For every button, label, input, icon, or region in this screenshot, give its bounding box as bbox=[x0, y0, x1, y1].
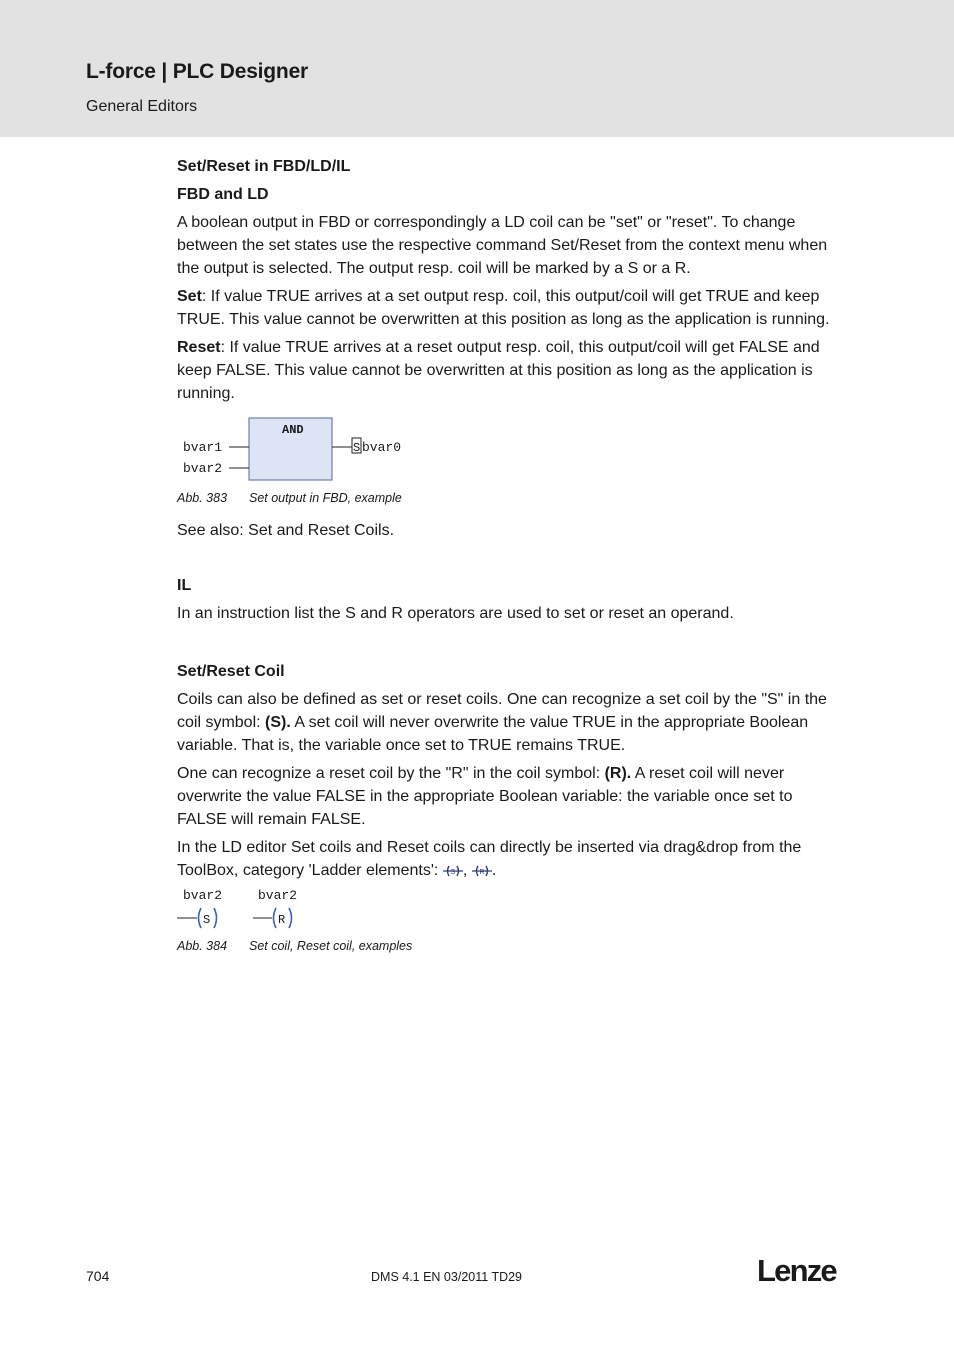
coil-toolbox-end: . bbox=[491, 862, 497, 879]
svg-text:R: R bbox=[479, 869, 485, 876]
paragraph-see-also: See also: Set and Reset Coils. bbox=[177, 522, 395, 539]
section-heading-set-reset: Set/Reset in FBD/LD/IL bbox=[177, 158, 351, 175]
document-subtitle: General Editors bbox=[86, 98, 198, 115]
figure-383-title: Set output in FBD, example bbox=[249, 491, 402, 505]
reset-label: Reset bbox=[177, 339, 221, 356]
set-text: : If value TRUE arrives at a set output resp. coil, this output/coil will get TRUE and keep TRUE. This value cannot be overwritten at this position as long as the application is running. bbox=[177, 288, 830, 328]
reset-coil-letter: R bbox=[278, 913, 286, 927]
figure-383-number: Abb. 383 bbox=[177, 491, 228, 505]
set-coil-variable: bvar2 bbox=[183, 888, 223, 903]
reset-coil-right-paren bbox=[289, 908, 292, 928]
document-title: L-force | PLC Designer bbox=[86, 60, 309, 83]
main-content bbox=[177, 155, 839, 965]
input1-label: bvar1 bbox=[183, 440, 223, 455]
input2-label: bvar2 bbox=[183, 461, 223, 476]
coil-diagram bbox=[177, 887, 327, 929]
and-block-label: AND bbox=[282, 423, 304, 437]
coil-set-symbol: (S). bbox=[265, 714, 291, 731]
coil-toolbox-text: In the LD editor Set coils and Reset coils can directly be inserted via drag&drop from the ToolBox, category 'Ladder elements': bbox=[177, 839, 802, 879]
coil-set-text-c: A set coil will never overwrite the value TRUE in the appropriate Boolean variable. That is, the variable once set to TRUE remains TRUE. bbox=[177, 714, 809, 754]
figure-set-reset-coils bbox=[177, 887, 839, 929]
figure-fbd-set-output bbox=[177, 415, 839, 487]
paragraph-fbd-intro: A boolean output in FBD or correspondingly a LD coil can be "set" or "reset". To change between the set states use the respective command Set/Reset from the context menu when the output is selected. The output resp. coil will be marked by a S or a R. bbox=[177, 214, 828, 277]
reset-coil-variable: bvar2 bbox=[258, 888, 298, 903]
figure-383-caption bbox=[177, 489, 839, 507]
coil-reset-text-c: A reset coil will never overwrite the value FALSE in the appropriate Boolean variable: the variable once set to FALSE will remain FALSE. bbox=[177, 765, 793, 828]
subheading-fbd-ld: FBD and LD bbox=[177, 186, 269, 203]
paragraph-coil-toolbox bbox=[177, 836, 839, 884]
subheading-set-reset-coil: Set/Reset Coil bbox=[177, 663, 285, 680]
set-label: Set bbox=[177, 288, 202, 305]
paragraph-il: In an instruction list the S and R operators are used to set or reset an operand. bbox=[177, 605, 734, 622]
spacer bbox=[177, 630, 839, 660]
set-coil-toolbox-icon bbox=[443, 861, 463, 884]
set-coil-left-paren bbox=[199, 908, 202, 928]
coil-reset-symbol: (R). bbox=[604, 765, 632, 782]
figure-384-caption bbox=[177, 937, 839, 955]
reset-text: : If value TRUE arrives at a reset output resp. coil, this output/coil will get FALSE and keep FALSE. This value cannot be overwritten at this position as long as the application is running. bbox=[177, 339, 820, 402]
paragraph-set bbox=[177, 285, 839, 331]
lenze-logo: Lenze bbox=[757, 1253, 836, 1288]
reset-coil-left-paren bbox=[274, 908, 277, 928]
figure-384-number: Abb. 384 bbox=[177, 939, 228, 953]
set-coil-letter: S bbox=[203, 913, 211, 927]
page-number: 704 bbox=[86, 1268, 110, 1284]
document-id: DMS 4.1 EN 03/2011 TD29 bbox=[371, 1270, 523, 1284]
coil-set-text-a: Coils can also be defined as set or reset coils. One can recognize a set coil by the "S" in the coil symbol: bbox=[177, 691, 827, 731]
reset-coil-toolbox-icon bbox=[472, 861, 492, 884]
set-coil-right-paren bbox=[214, 908, 217, 928]
svg-text:S: S bbox=[450, 869, 455, 876]
figure-384-title: Set coil, Reset coil, examples bbox=[249, 939, 413, 953]
spacer bbox=[177, 547, 839, 574]
set-marker-label: S bbox=[353, 441, 361, 455]
output-label: bvar0 bbox=[362, 440, 402, 455]
paragraph-coil-set bbox=[177, 688, 839, 757]
paragraph-reset bbox=[177, 336, 839, 405]
fbd-diagram bbox=[177, 415, 417, 485]
coil-toolbox-separator: , bbox=[462, 862, 472, 879]
paragraph-coil-reset bbox=[177, 762, 839, 831]
coil-reset-text-a: One can recognize a reset coil by the "R" in the coil symbol: bbox=[177, 765, 605, 782]
subheading-il: IL bbox=[177, 577, 192, 594]
